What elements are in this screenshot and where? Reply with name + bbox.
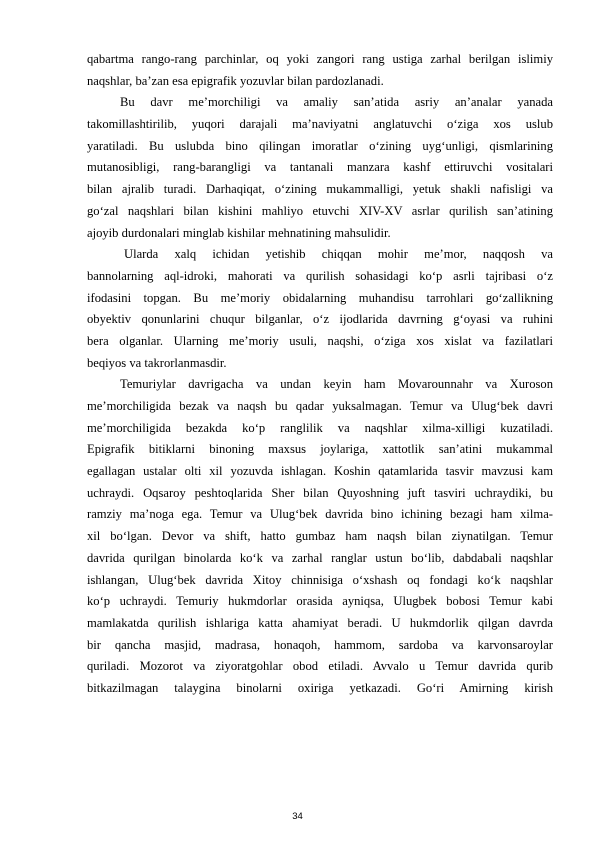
text-line: bir qancha masjid, madrasa, honaqoh, hammom, sardoba va karvonsaroylar <box>87 637 553 652</box>
text-line: me’morchiligida bezak va naqsh bu qadar yuksalmagan. Temur va Ulug‘bek davri <box>87 399 553 413</box>
text-line: ko‘p uchraydi. Temuriy hukmdorlar orasida ayniqsa, Ulugbek bobosi Temur kabi <box>87 594 553 609</box>
text-line: mamlakatda qurilish ishlariga katta ahamiyat beradi. U hukmdorlik qilgan davrda <box>87 615 553 630</box>
text-line: Epigrafik bitiklarni binoning maxsus joylariga, xattotlik san’atini mukammal <box>87 442 553 457</box>
text-line: me’morchiligida bezakda ko‘p ranglilik va naqshlar xilma-xilligi kuzatiladi. <box>87 420 553 435</box>
text-line: xil bo‘lgan. Devor va shift, hatto gumbaz ham naqsh bilan ziynatilgan. Temur <box>87 529 553 544</box>
text-line: obyektiv qonunlarini chuqur bilganlar, o‘z ijodlarida davrning g‘oyasi va ruhini <box>87 312 553 327</box>
paragraph-first-line: Temuriylar davrigacha va undan keyin ham Movarounnahr va Xuroson <box>120 377 553 392</box>
text-line: bilan ajralib turadi. Darhaqiqat, o‘zining mukammalligi, yetuk shakli nafisligi va <box>87 182 553 197</box>
body-text <box>87 49 553 700</box>
text-line: ifodasini topgan. Bu me’moriy obidalarning muhandisu tarrohlari go‘zallikning <box>87 290 553 305</box>
text-line: ishlangan, Ulug‘bek davrida Xitoy chinnisiga o‘xshash oq fondagi ko‘k naqshlar <box>87 572 553 587</box>
text-line: beqiyos va takrorlanmasdir. <box>87 355 227 370</box>
text-line: qabartma rango-rang parchinlar, oq yoki zangori rang ustiga zarhal berilgan islimiy <box>87 52 553 66</box>
text-line: davrida qurilgan binolarda ko‘k va zarhal ranglar ustun bo‘lib, dabdabali naqshlar <box>87 550 553 565</box>
text-line: bitkazilmagan talaygina binolarni oxiriga yetkazadi. Go‘ri Amirning kirish <box>87 680 553 695</box>
text-line: bera olganlar. Ularning me’moriy usuli, naqshi, o‘ziga xos xislat va fazilatlari <box>87 333 553 348</box>
page-number: 34 <box>292 811 303 822</box>
paragraph-first-line: Bu davr me’morchiligi va amaliy san’atida asriy an’analar yanada <box>120 95 553 110</box>
text-line: yaratiladi. Bu uslubda bino qilingan imoratlar o‘zining uyg‘unligi, qismlarining <box>87 138 553 153</box>
paragraph-first-line: Ularda xalq ichidan yetishib chiqqan mohir me’mor, naqqosh va <box>124 247 553 262</box>
text-line: bannolarning aql-idroki, mahorati va qurilish sohasidagi ko‘p asrli tajribasi o‘z <box>87 268 553 283</box>
text-line: egallagan ustalar olti xil yozuvda ishlagan. Koshin qatamlarida tasvir mavzusi kam <box>87 464 553 479</box>
text-line: go‘zal naqshlari bilan kishini mahliyo etuvchi XIV-XV asrlar qurilish san’atining <box>87 203 553 218</box>
text-line: uchraydi. Oqsaroy peshtoqlarida Sher bilan Quyoshning juft tasviri uchraydiki, bu <box>87 485 553 500</box>
text-line: mutanosibligi, rang-barangligi va tantanali manzara kashf ettiruvchi vositalari <box>87 160 553 175</box>
text-line: ramziy ma’noga ega. Temur va Ulug‘bek davrida bino ichining bezagi ham xilma- <box>87 507 553 522</box>
text-line: naqshlar, ba’zan esa epigrafik yozuvlar bilan pardozlanadi. <box>87 73 384 88</box>
text-line: takomillashtirilib, yuqori darajali ma’naviyatni anglatuvchi o‘ziga xos uslub <box>87 117 553 132</box>
text-line: quriladi. Mozorot va ziyoratgohlar obod etiladi. Avvalo u Temur davrida qurib <box>87 659 553 674</box>
text-line: ajoyib durdonalari minglab kishilar mehnatining mahsulidir. <box>87 225 391 240</box>
